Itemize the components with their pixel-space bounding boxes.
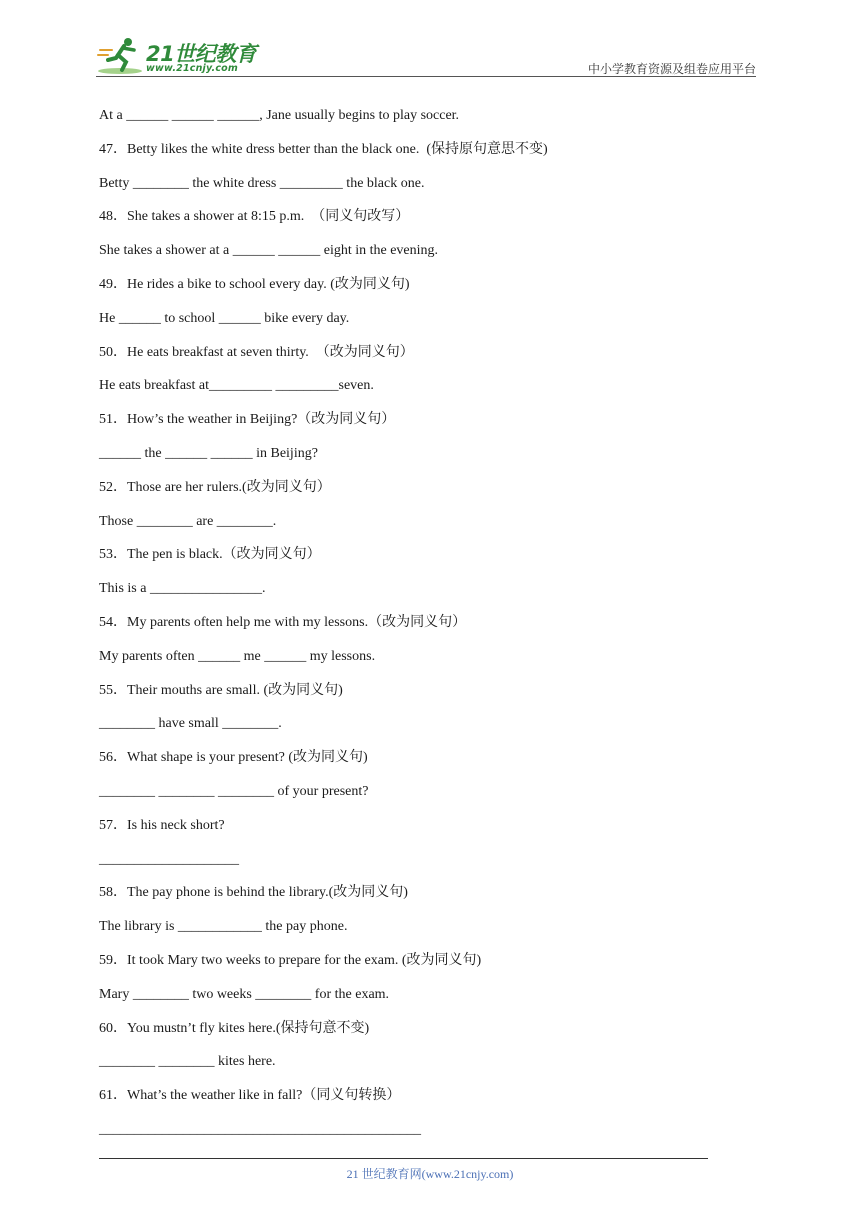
answer-line: He ______ to school ______ bike every day. (99, 310, 350, 326)
question-line: 51．How’s the weather in Beijing?（改为同义句） (99, 412, 396, 428)
question-line: 60．You mustn’t fly kites here.(保持句意不变) (99, 1020, 370, 1036)
page-header (96, 36, 756, 78)
logo-title: 21世纪教育 (146, 42, 257, 66)
answer-line: Those ________ are ________. (99, 513, 277, 529)
text-line: At a ______ ______ ______, Jane usually begins to play soccer. (99, 108, 460, 123)
answer-line: ______ the ______ ______ in Beijing? (99, 445, 318, 461)
question-line: 55．Their mouths are small. (改为同义句) (99, 682, 343, 698)
answer-line: He eats breakfast at_________ _________seven. (99, 378, 374, 394)
question-line: 48．She takes a shower at 8:15 p.m. （同义句改写） (99, 209, 410, 225)
answer-line: This is a ________________. (99, 581, 266, 597)
question-line: 49．He rides a bike to school every day. (改为同义句) (99, 276, 410, 292)
answer-line: She takes a shower at a ______ ______ eight in the evening. (99, 243, 439, 259)
answer-line: Betty ________ the white dress _________ the black one. (99, 175, 425, 191)
question-line: 61．What’s the weather like in fall?（同义句转换） (99, 1088, 401, 1104)
exercise-content (99, 103, 739, 1151)
site-logo[interactable] (96, 36, 266, 76)
header-divider (96, 76, 756, 77)
answer-line: My parents often ______ me ______ my lessons. (99, 648, 376, 664)
question-line: 47．Betty likes the white dress better than the black one. (保持原句意思不变) (99, 141, 548, 157)
answer-line: ____________________ (99, 851, 239, 867)
runner-logo-icon (96, 36, 148, 76)
answer-line: The library is ____________ the pay phone. (99, 919, 348, 935)
question-line: 50．He eats breakfast at seven thirty. （改为同义句） (99, 344, 414, 360)
header-tagline: 中小学教育资源及组卷应用平台 (587, 62, 756, 76)
answer-line: ________ ________ kites here. (99, 1054, 276, 1070)
answer-line: ________ ________ ________ of your present? (99, 783, 369, 799)
question-line: 59．It took Mary two weeks to prepare for the exam. (改为同义句) (99, 952, 482, 968)
answer-line: ________ have small ________. (99, 716, 282, 732)
question-line: 52．Those are her rulers.(改为同义句） (99, 479, 331, 495)
answer-line: ______________________________________________ (99, 1121, 421, 1137)
answer-line: Mary ________ two weeks ________ for the exam. (99, 986, 390, 1002)
question-line: 58．The pay phone is behind the library.(改为同义句) (99, 885, 408, 901)
question-line: 54．My parents often help me with my lessons.（改为同义句） (99, 614, 467, 630)
question-line: 56．What shape is your present? (改为同义句) (99, 750, 368, 766)
footer-divider (99, 1158, 708, 1159)
question-line: 53．The pen is black.（改为同义句） (99, 547, 321, 563)
footer-link[interactable]: 21 世纪教育网(www.21cnjy.com) (346, 1167, 514, 1181)
question-line: 57．Is his neck short? (99, 817, 225, 833)
logo-url: www.21cnjy.com (146, 63, 238, 74)
